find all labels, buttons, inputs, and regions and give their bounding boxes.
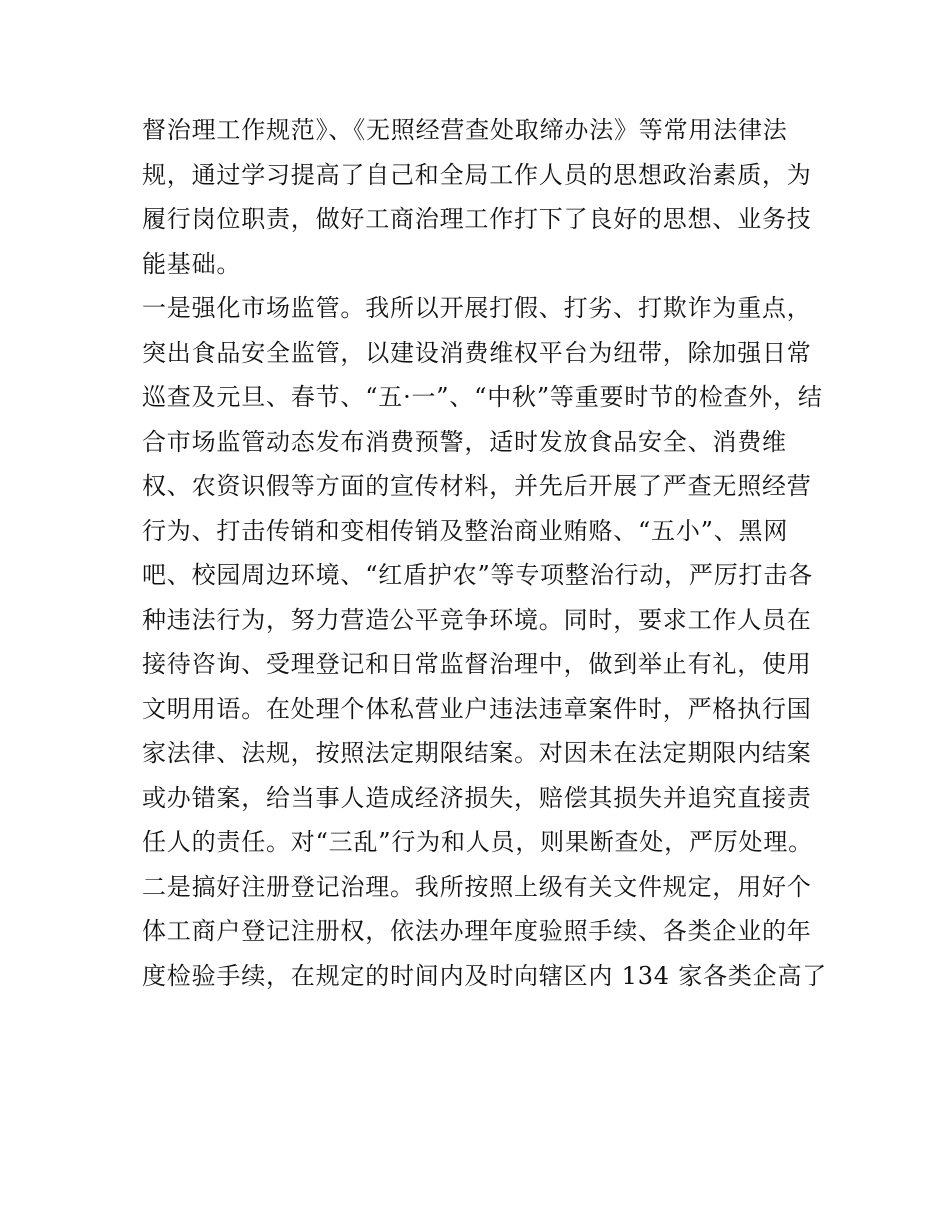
text-line: 接待咨询、受理登记和日常监督治理中，做到举止有礼，使用 bbox=[142, 650, 812, 678]
text-line: 督治理工作规范》、《无照经营查处取缔办法》等常用法律法 bbox=[142, 116, 788, 144]
text-line: 或办错案，给当事人造成经济损失，赔偿其损失并追究直接责 bbox=[142, 783, 812, 812]
body-text bbox=[142, 108, 828, 998]
text-line: 度检验手续，在规定的时间内及时向辖区内 134 家各类企高了 bbox=[142, 961, 828, 990]
text-line: 体工商户登记注册权，依法办理年度验照手续、各类企业的年 bbox=[142, 917, 812, 945]
text-line: 二是搞好注册登记治理。我所按照上级有关文件规定，用好个 bbox=[142, 872, 812, 901]
text-line: 文明用语。在处理个体私营业户违法违章案件时，严格执行国 bbox=[142, 694, 812, 723]
text-line: 合市场监管动态发布消费预警，适时发放食品安全、消费维 bbox=[142, 427, 787, 456]
text-line: 吧、校园周边环境、“红盾护农”等专项整治行动，严厉打击各 bbox=[142, 561, 813, 589]
text-line: 任人的责任。对“三乱”行为和人员，则果断查处，严厉处理。 bbox=[142, 828, 813, 856]
text-line: 家法律、法规，按照法定期限结案。对因未在法定期限内结案 bbox=[142, 739, 812, 767]
text-line: 一是强化市场监管。我所以开展打假、打劣、打欺诈为重点， bbox=[142, 294, 812, 322]
text-line: 规，通过学习提高了自己和全局工作人员的思想政治素质，为 bbox=[142, 160, 812, 189]
text-line: 行为、打击传销和变相传销及整治商业贿赂、“五小”、黑网 bbox=[142, 516, 789, 545]
text-line: 巡查及元旦、春节、“五·一”、“中秋”等重要时节的检查外，结 bbox=[142, 383, 823, 411]
text-line: 突出食品安全监管，以建设消费维权平台为纽带，除加强日常 bbox=[142, 338, 812, 367]
text-line: 履行岗位职责，做好工商治理工作打下了良好的思想、业务技 bbox=[142, 205, 812, 233]
text-line: 能基础。 bbox=[142, 249, 242, 278]
text-line: 种违法行为，努力营造公平竞争环境。同时，要求工作人员在 bbox=[142, 605, 812, 634]
text-line: 权、农资识假等方面的宣传材料，并先后开展了严查无照经营 bbox=[142, 472, 812, 500]
